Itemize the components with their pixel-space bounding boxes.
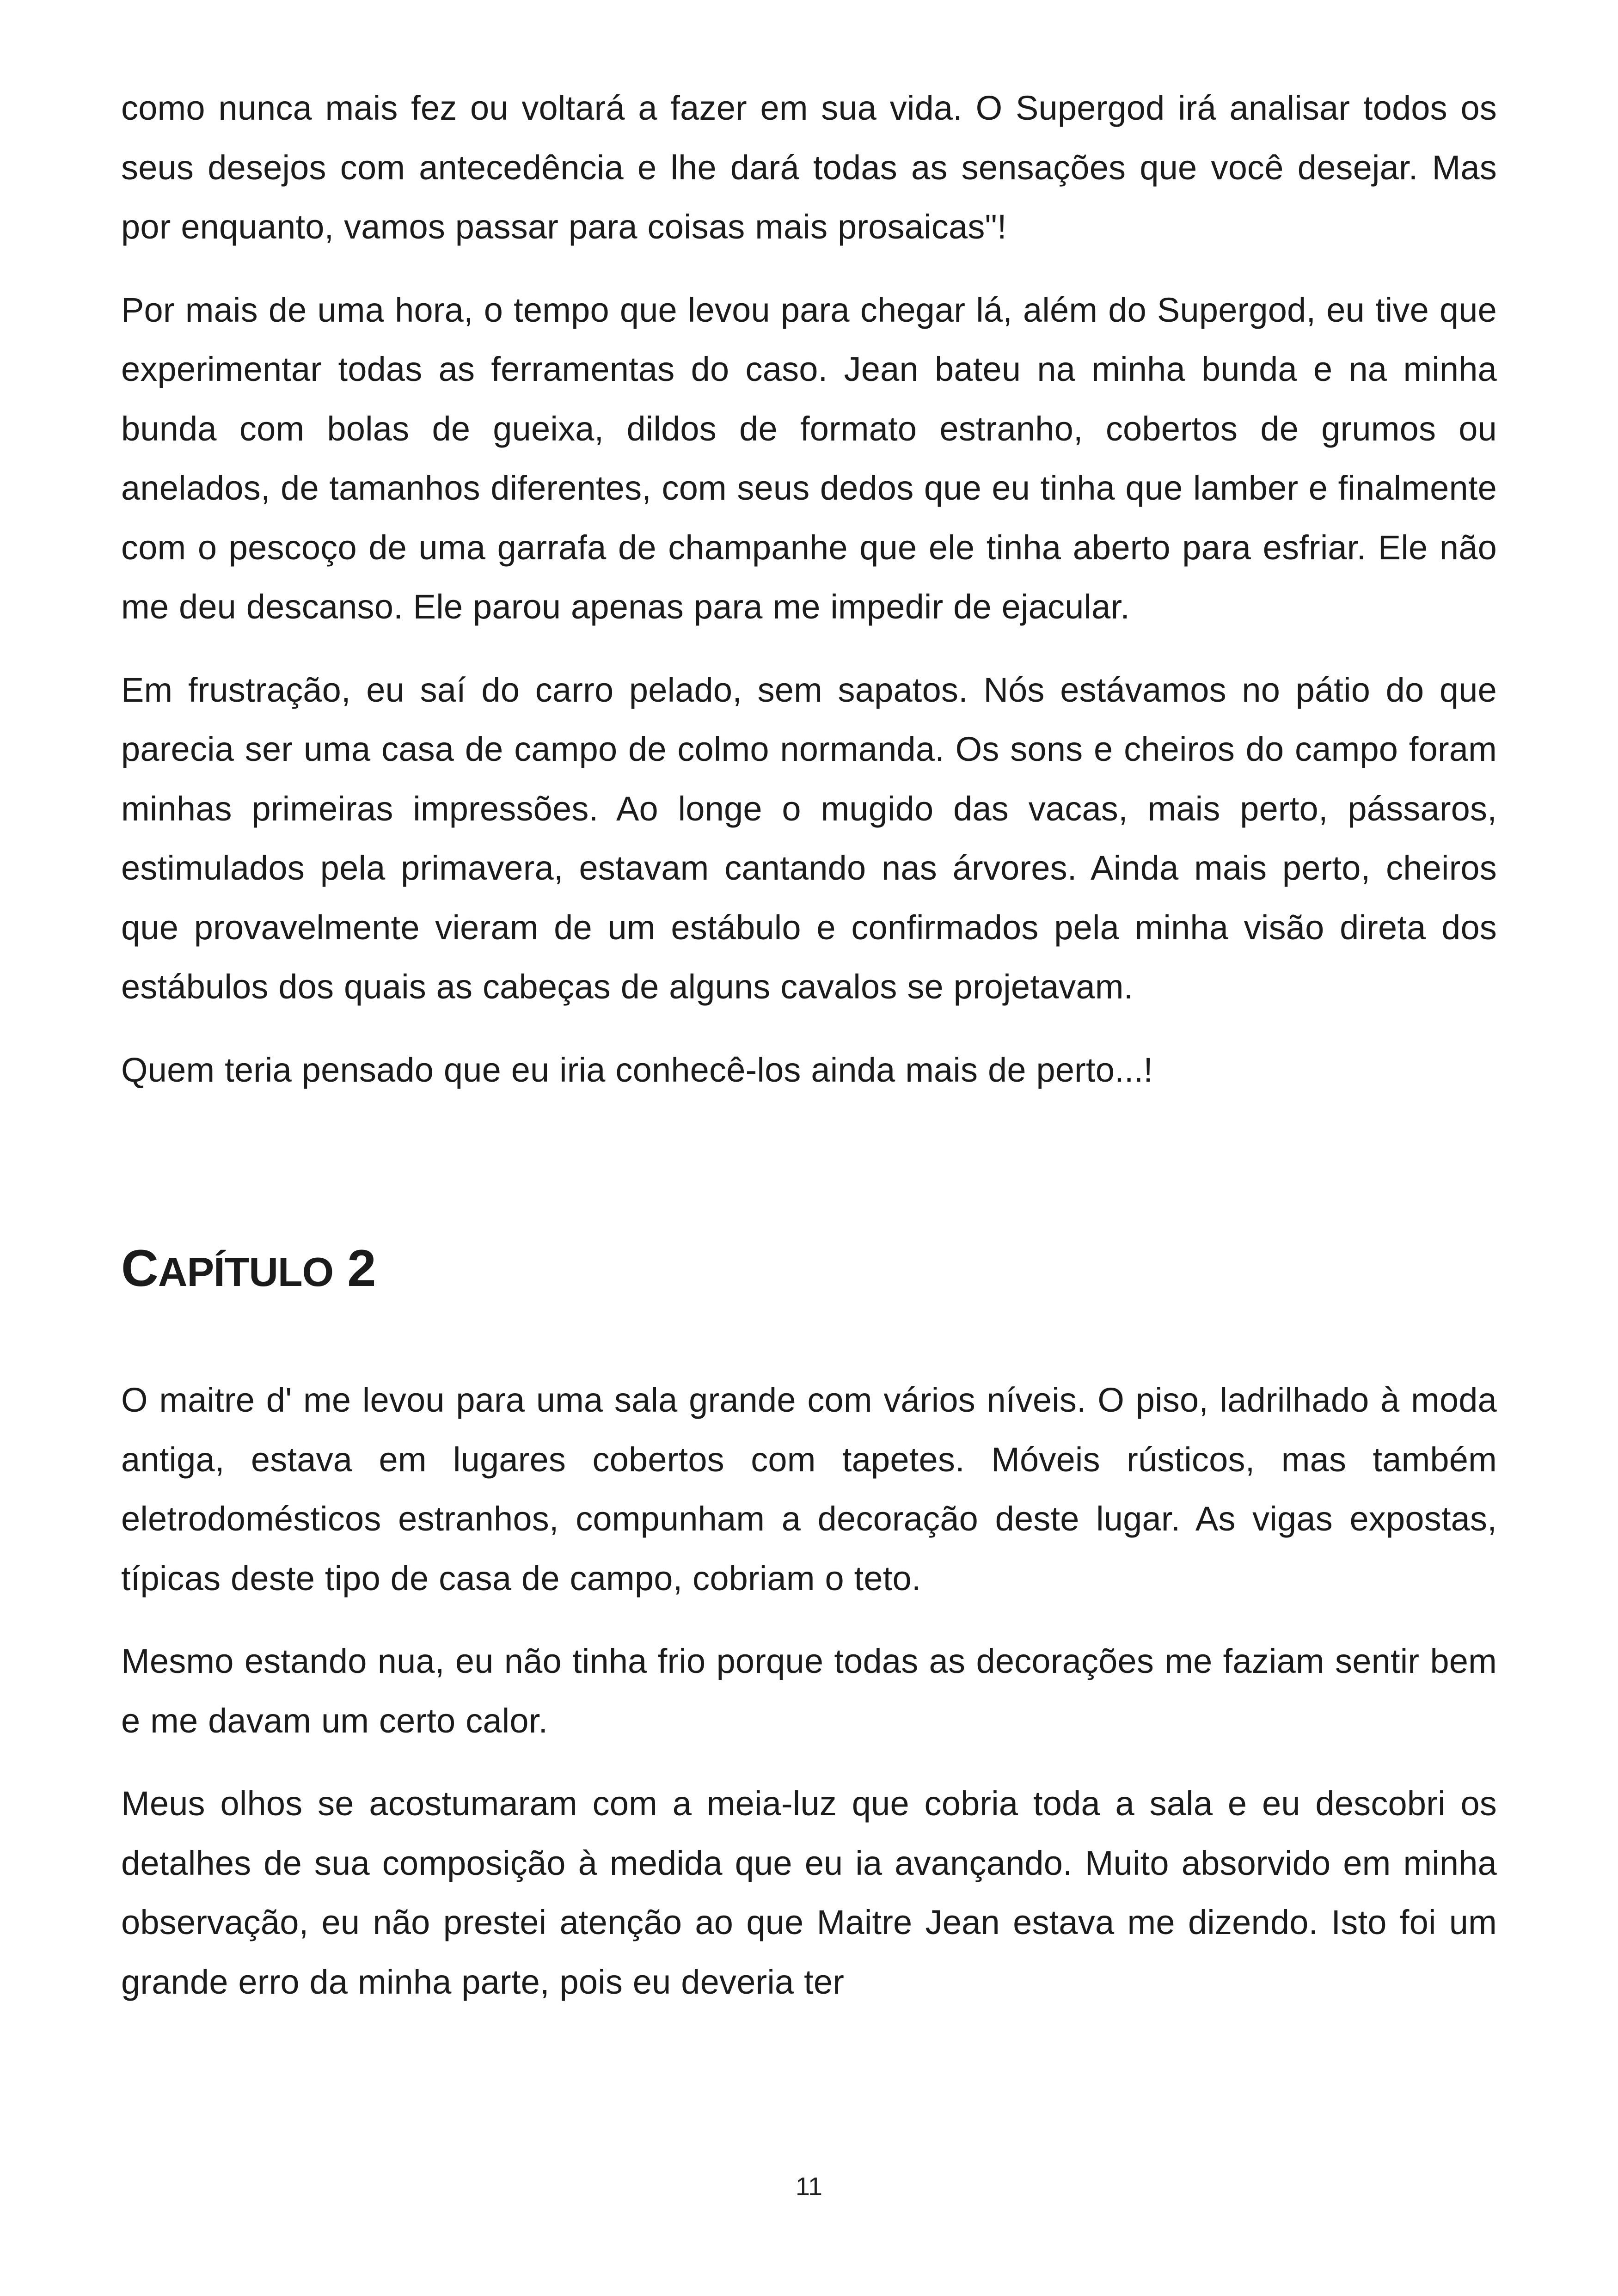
body-paragraph: O maitre d' me levou para uma sala grande com vários níveis. O piso, ladrilhado à moda antiga, estava em lugares cobertos com tapetes. Móveis rústicos, mas também eletrodomésticos estranhos, compunham a decoração deste lugar. As vigas expostas, típicas deste tipo de casa de campo, cobriam o teto. bbox=[121, 1381, 1497, 1598]
page-number: 11 bbox=[795, 2172, 823, 2201]
chapter-heading-smallcaps: APÍTULO bbox=[158, 1249, 334, 1295]
body-paragraph: Meus olhos se acostumaram com a meia-luz que cobria toda a sala e eu descobri os detalhes de sua composição à medida que eu ia avançando. Muito absorvido em minha observação, eu não prestei atenção ao que Maitre Jean estava me dizendo. Isto foi um grande erro da minha parte, pois eu deveria ter bbox=[121, 1784, 1497, 2001]
body-paragraph: Quem teria pensado que eu iria conhecê-los ainda mais de perto...! bbox=[121, 1050, 1153, 1089]
body-paragraph: Em frustração, eu saí do carro pelado, sem sapatos. Nós estávamos no pátio do que parecia ser uma casa de campo de colmo normanda. Os sons e cheiros do campo foram minhas primeiras impressões. Ao longe o mugido das vacas, mais perto, pássaros, estimulados pela primavera, estavam cantando nas árvores. Ainda mais perto, cheiros que provavelmente vieram de um estábulo e confirmados pela minha visão direta dos estábulos dos quais as cabeças de alguns cavalos se projetavam. bbox=[121, 670, 1497, 1006]
body-paragraph: como nunca mais fez ou voltará a fazer em sua vida. O Supergod irá analisar todos os seus desejos com antecedência e lhe dará todas as sensações que você desejar. Mas por enquanto, vamos passar para coisas mais prosaicas"! bbox=[121, 89, 1497, 246]
body-paragraph: Mesmo estando nua, eu não tinha frio porque todas as decorações me faziam sentir bem e me davam um certo calor. bbox=[121, 1642, 1497, 1740]
document-page bbox=[121, 79, 1497, 2035]
chapter-heading bbox=[121, 1238, 1497, 1302]
chapter-number: 2 bbox=[347, 1239, 376, 1297]
chapter-heading-initial: C bbox=[121, 1239, 158, 1297]
body-paragraph: Por mais de uma hora, o tempo que levou para chegar lá, além do Supergod, eu tive que experimentar todas as ferramentas do caso. Jean bateu na minha bunda e na minha bunda com bolas de gueixa, dildos de formato estranho, cobertos de grumos ou anelados, de tamanhos diferentes, com seus dedos que eu tinha que lamber e finalmente com o pescoço de uma garrafa de champanhe que ele tinha aberto para esfriar. Ele não me deu descanso. Ele parou apenas para me impedir de ejacular. bbox=[121, 290, 1497, 626]
